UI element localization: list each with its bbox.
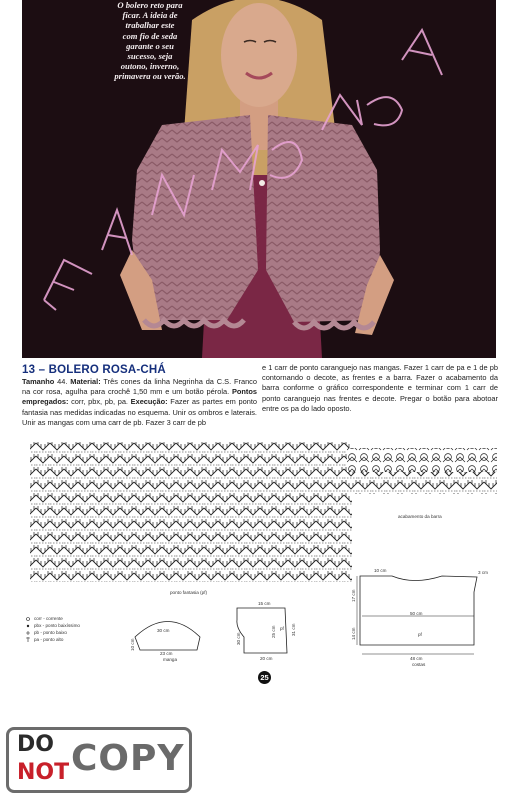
pontos-label: Pontos empregados: <box>22 387 257 407</box>
photo-caption: O bolero reto para ficar. A ideia de trabalhar este com fio de seda garante o seu sucesso, seja outono, inverno, primavera ou verão. <box>114 0 186 82</box>
tamanho-value: 44. <box>54 377 71 386</box>
front-shoulder-measure: 30 cm <box>236 632 241 645</box>
legend-corr: corr - corrente <box>34 616 63 621</box>
material-label: Material: <box>70 377 101 386</box>
do-not-copy-stamp <box>6 727 192 793</box>
stitch-chart-caption: ponto fantasia (pf) <box>170 590 208 595</box>
back-bottom-measure: 48 cm <box>410 656 423 661</box>
back-shoulder-measure: 3 cm <box>478 570 488 575</box>
front-height-measure: 25 cm <box>271 625 276 638</box>
front-top-measure: 15 cm <box>258 601 271 606</box>
model-photo <box>22 0 496 358</box>
page-number: 25 <box>258 671 271 684</box>
pattern-title: 13 – BOLERO ROSA-CHÁ <box>22 364 166 376</box>
pattern-column-2: e 1 carr de ponto caranguejo nas mangas. Fazer 1 carr de pa e 1 de pb contornando o decote, as frentes e a barra. Fazer o acabamento da barra conforme o gráfico correspondente e terminar com 1 carr de ponto caranguejo nas frentes e decote. Pregar o botão para abotoar entre os pa do lado oposto. <box>262 363 498 413</box>
stamp-line-1: DO <box>17 732 54 757</box>
sleeve-outline <box>135 622 200 651</box>
front-side-measure: 31 cm <box>291 623 296 636</box>
back-width-measure: 50 cm <box>410 611 423 616</box>
stitch-chart <box>30 442 352 582</box>
pattern-column-1 <box>22 377 257 428</box>
edge-chart <box>347 448 497 472</box>
sleeve-bottom-measure: 23 cm <box>160 651 173 656</box>
back-armhole-measure: 17 cm <box>351 589 356 602</box>
stamp-line-2: NOT <box>17 760 70 785</box>
sleeve-top-measure: 30 cm <box>157 628 170 633</box>
stamp-word: COPY <box>71 738 185 779</box>
execucao-label: Execução: <box>130 397 168 407</box>
pontos-value: corr, pbx, pb, pa. <box>68 397 131 407</box>
diagram-area <box>22 440 502 690</box>
legend-pa: pa - ponto alto <box>34 637 64 642</box>
sleeve-name: manga <box>163 657 178 662</box>
sleeve-side-measure: 10 cm <box>130 638 135 651</box>
front-bottom-measure: 20 cm <box>260 656 273 661</box>
back-label: pf <box>418 632 422 637</box>
front-label: pf <box>280 626 284 631</box>
execucao-value: Fazer as partes em ponto fantasia nas medidas indicadas no esquema. Unir os ombros e laterais. Unir as mangas com uma carr de pb. Fazer 3 carr de pb <box>22 397 257 427</box>
back-name: costas <box>412 662 426 667</box>
diagrams-drawing <box>22 440 502 690</box>
legend-pb: pb - ponto baixo <box>34 630 67 635</box>
tamanho-label: Tamanho <box>22 377 55 386</box>
back-neck-measure: 10 cm <box>374 568 387 573</box>
back-side-measure: 14 cm <box>351 627 356 640</box>
legend-pbx: pbx - ponto baixíssimo <box>34 623 80 628</box>
edge-chart-caption: acabamento da barra <box>398 514 442 519</box>
material-value: Três cones da linha Negrinha da C.S. Franco na cor rosa, agulha para crochê 1,50 mm e um botão pérola. <box>22 377 257 397</box>
